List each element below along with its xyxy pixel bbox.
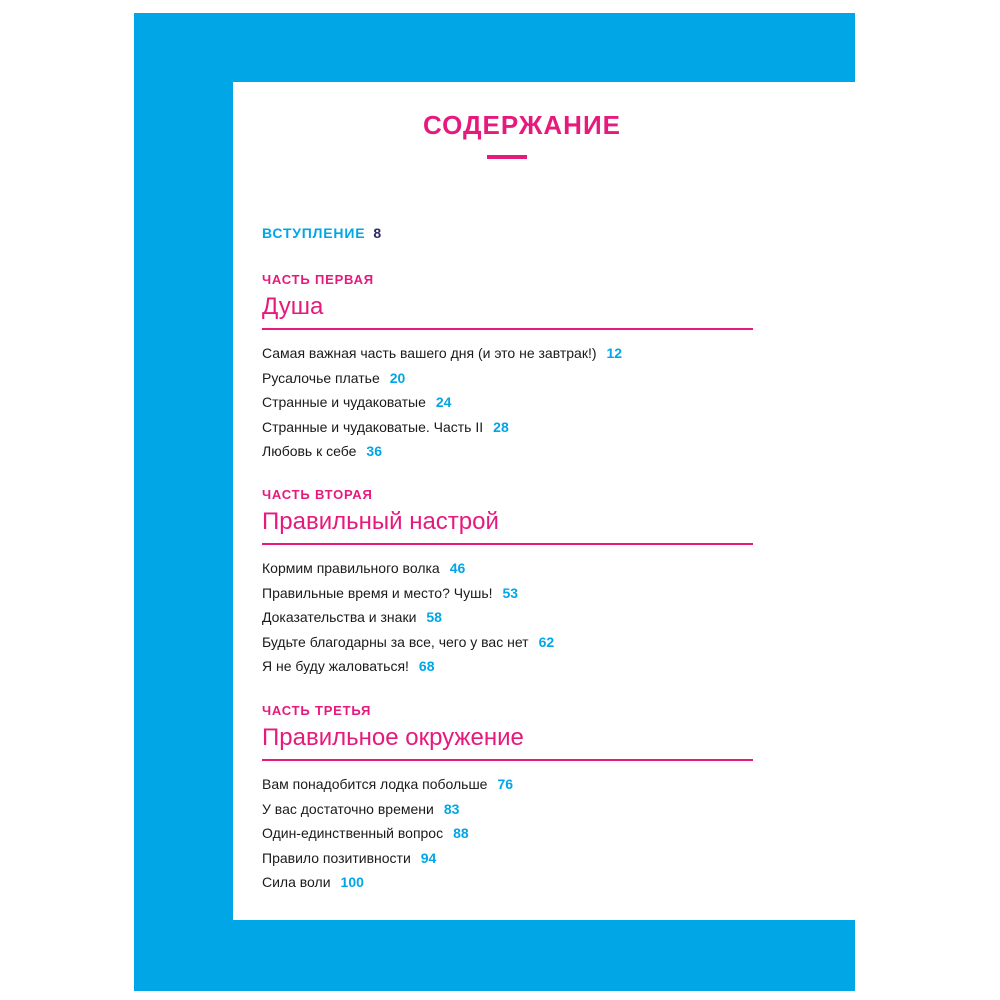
intro-label: ВСТУПЛЕНИЕ [262, 225, 366, 241]
toc-entry [262, 605, 753, 630]
entry-title: Правило позитивности [262, 849, 411, 866]
entry-title: Странные и чудаковатые [262, 394, 426, 410]
entry-page-number: 12 [606, 345, 623, 361]
entry-page-number: 36 [366, 443, 382, 459]
entry-title: Любовь к себе [262, 443, 357, 459]
entry-page-number: 24 [435, 394, 452, 410]
toc-entry [262, 846, 753, 871]
entry-page-number: 58 [426, 609, 442, 625]
entry-page-number: 100 [340, 874, 364, 890]
toc-entry [262, 415, 753, 440]
entry-page-number: 68 [418, 658, 435, 674]
part-title: Правильное окружение [262, 724, 524, 751]
part-divider [262, 543, 753, 545]
part-divider [262, 328, 753, 330]
entry-page-number: 53 [502, 584, 519, 601]
part-title: Правильный настрой [262, 508, 499, 535]
entry-title: Самая важная часть вашего дня (и это не завтрак!) [262, 345, 597, 361]
toc-part-3 [262, 701, 753, 895]
toc-entry [262, 556, 753, 581]
toc-entry [262, 581, 753, 606]
part-title: Душа [262, 293, 324, 320]
entry-page-number: 76 [497, 776, 514, 792]
page-title: СОДЕРЖАНИЕ [423, 110, 621, 140]
toc-part-2 [262, 485, 753, 679]
toc-entry [262, 630, 753, 655]
entry-title: Кормим правильного волка [262, 560, 440, 576]
toc-entry [262, 390, 753, 415]
toc-entry [262, 341, 753, 366]
entry-title: Вам понадобится лодка побольше [262, 776, 488, 792]
entry-title: Будьте благодарны за все, чего у вас нет [262, 633, 529, 650]
toc-intro [262, 225, 382, 241]
entry-page-number: 46 [449, 560, 466, 576]
entry-page-number: 28 [493, 418, 509, 435]
entry-title: Сила воли [262, 874, 331, 890]
entry-title: Я не буду жаловаться! [262, 658, 409, 674]
title-underline [487, 155, 527, 159]
toc-entry [262, 821, 753, 846]
toc-entry [262, 772, 753, 797]
entry-page-number: 94 [420, 849, 437, 866]
toc-entry [262, 797, 753, 822]
intro-page-number: 8 [373, 225, 382, 241]
entry-page-number: 20 [389, 369, 406, 386]
entry-page-number: 88 [453, 825, 469, 841]
entry-title: У вас достаточно времени [262, 800, 434, 817]
entry-page-number: 62 [538, 633, 555, 650]
toc-entry [262, 439, 753, 464]
entry-title: Доказательства и знаки [262, 609, 417, 625]
entry-page-number: 83 [443, 800, 460, 817]
entry-title: Один-единственный вопрос [262, 825, 444, 841]
entry-title: Русалочье платье [262, 369, 380, 386]
toc-entry [262, 366, 753, 391]
part-divider [262, 759, 753, 761]
entry-title: Странные и чудаковатые. Часть II [262, 418, 484, 435]
part-label: ЧАСТЬ ТРЕТЬЯ [262, 703, 372, 718]
toc-page [233, 82, 855, 920]
toc-entry [262, 654, 753, 679]
toc-part-1 [262, 270, 753, 464]
entry-title: Правильные время и место? Чушь! [262, 584, 493, 601]
toc-entry [262, 870, 753, 895]
part-label: ЧАСТЬ ВТОРАЯ [262, 487, 373, 502]
part-label: ЧАСТЬ ПЕРВАЯ [262, 272, 374, 287]
